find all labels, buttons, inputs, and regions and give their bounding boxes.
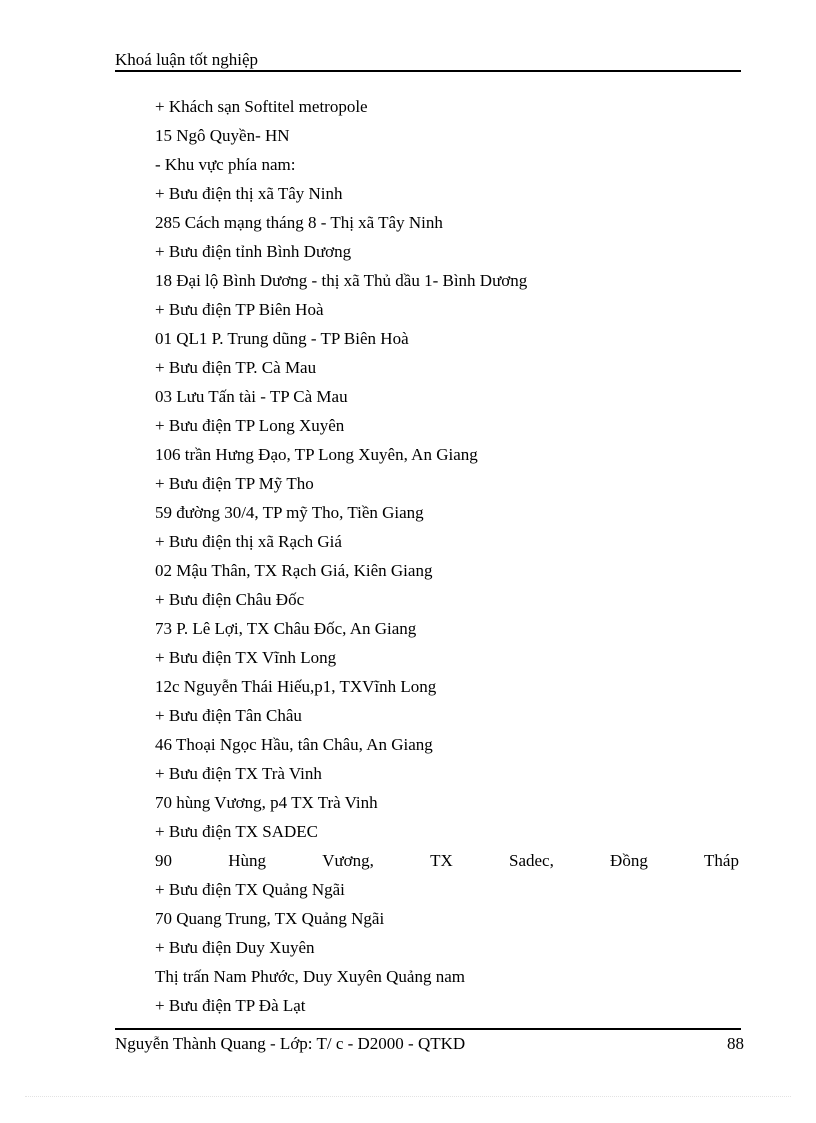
text-line: 70 Quang Trung, TX Quảng Ngãi [155,909,385,928]
text-line: 01 QL1 P. Trung dũng - TP Biên Hoà [155,329,409,348]
text-line: Thị trấn Nam Phước, Duy Xuyên Quảng nam [155,967,465,986]
address-list [155,92,739,1020]
text-line: 70 hùng Vương, p4 TX Trà Vinh [155,793,378,812]
text-word: Đồng [610,851,648,870]
text-line: 02 Mậu Thân, TX Rạch Giá, Kiên Giang [155,561,433,580]
text-line: + Bưu điện TX Trà Vinh [155,764,322,783]
text-line: + Bưu điện TP. Cà Mau [155,358,317,377]
text-line: + Bưu điện thị xã Tây Ninh [155,184,343,203]
text-word: Sadec, [509,851,554,870]
text-word: TX [430,851,453,870]
text-word: Tháp [704,851,739,870]
text-word: Vương, [322,851,374,870]
text-word: Hùng [228,851,266,870]
text-line: + Bưu điện Tân Châu [155,706,302,725]
text-line: 59 đường 30/4, TP mỹ Tho, Tiền Giang [155,503,424,522]
text-line: + Bưu điện Duy Xuyên [155,938,315,957]
text-line: 15 Ngô Quyền- HN [155,126,290,145]
text-line: + Bưu điện TP Đà Lạt [155,996,306,1015]
page-number: 88 [727,1034,744,1053]
text-line: + Bưu điện TX SADEC [155,822,318,841]
text-line: + Bưu điện Châu Đốc [155,590,305,609]
header-rule [115,70,741,72]
page-bottom-border [25,1096,791,1097]
text-line: + Bưu điện TX Quảng Ngãi [155,880,345,899]
text-line: - Khu vực phía nam: [155,155,296,174]
text-line: + Bưu điện TP Long Xuyên [155,416,345,435]
text-line: + Bưu điện TP Biên Hoà [155,300,324,319]
text-line: 106 trần Hưng Đạo, TP Long Xuyên, An Giang [155,445,478,464]
footer-rule [115,1028,741,1030]
text-line: + Bưu điện tỉnh Bình Dương [155,242,352,261]
text-line: 03 Lưu Tấn tài - TP Cà Mau [155,387,348,406]
footer-author-line: Nguyễn Thành Quang - Lớp: T/ c - D2000 - QTKD [115,1034,466,1053]
text-line: 18 Đại lộ Bình Dương - thị xã Thủ dầu 1- Bình Dương [155,271,528,290]
text-line: + Khách sạn Softitel metropole [155,97,368,116]
text-line: + Bưu điện thị xã Rạch Giá [155,532,342,551]
text-line: 73 P. Lê Lợi, TX Châu Đốc, An Giang [155,619,417,638]
text-line: + Bưu điện TX Vĩnh Long [155,648,337,667]
text-line: + Bưu điện TP Mỹ Tho [155,474,314,493]
text-line [155,846,739,875]
text-word: 90 [155,851,172,870]
page-header-title: Khoá luận tốt nghiệp [115,50,259,69]
text-line: 12c Nguyễn Thái Hiếu,p1, TXVĩnh Long [155,677,437,696]
text-line: 285 Cách mạng tháng 8 - Thị xã Tây Ninh [155,213,443,232]
text-line: 46 Thoại Ngọc Hầu, tân Châu, An Giang [155,735,433,754]
